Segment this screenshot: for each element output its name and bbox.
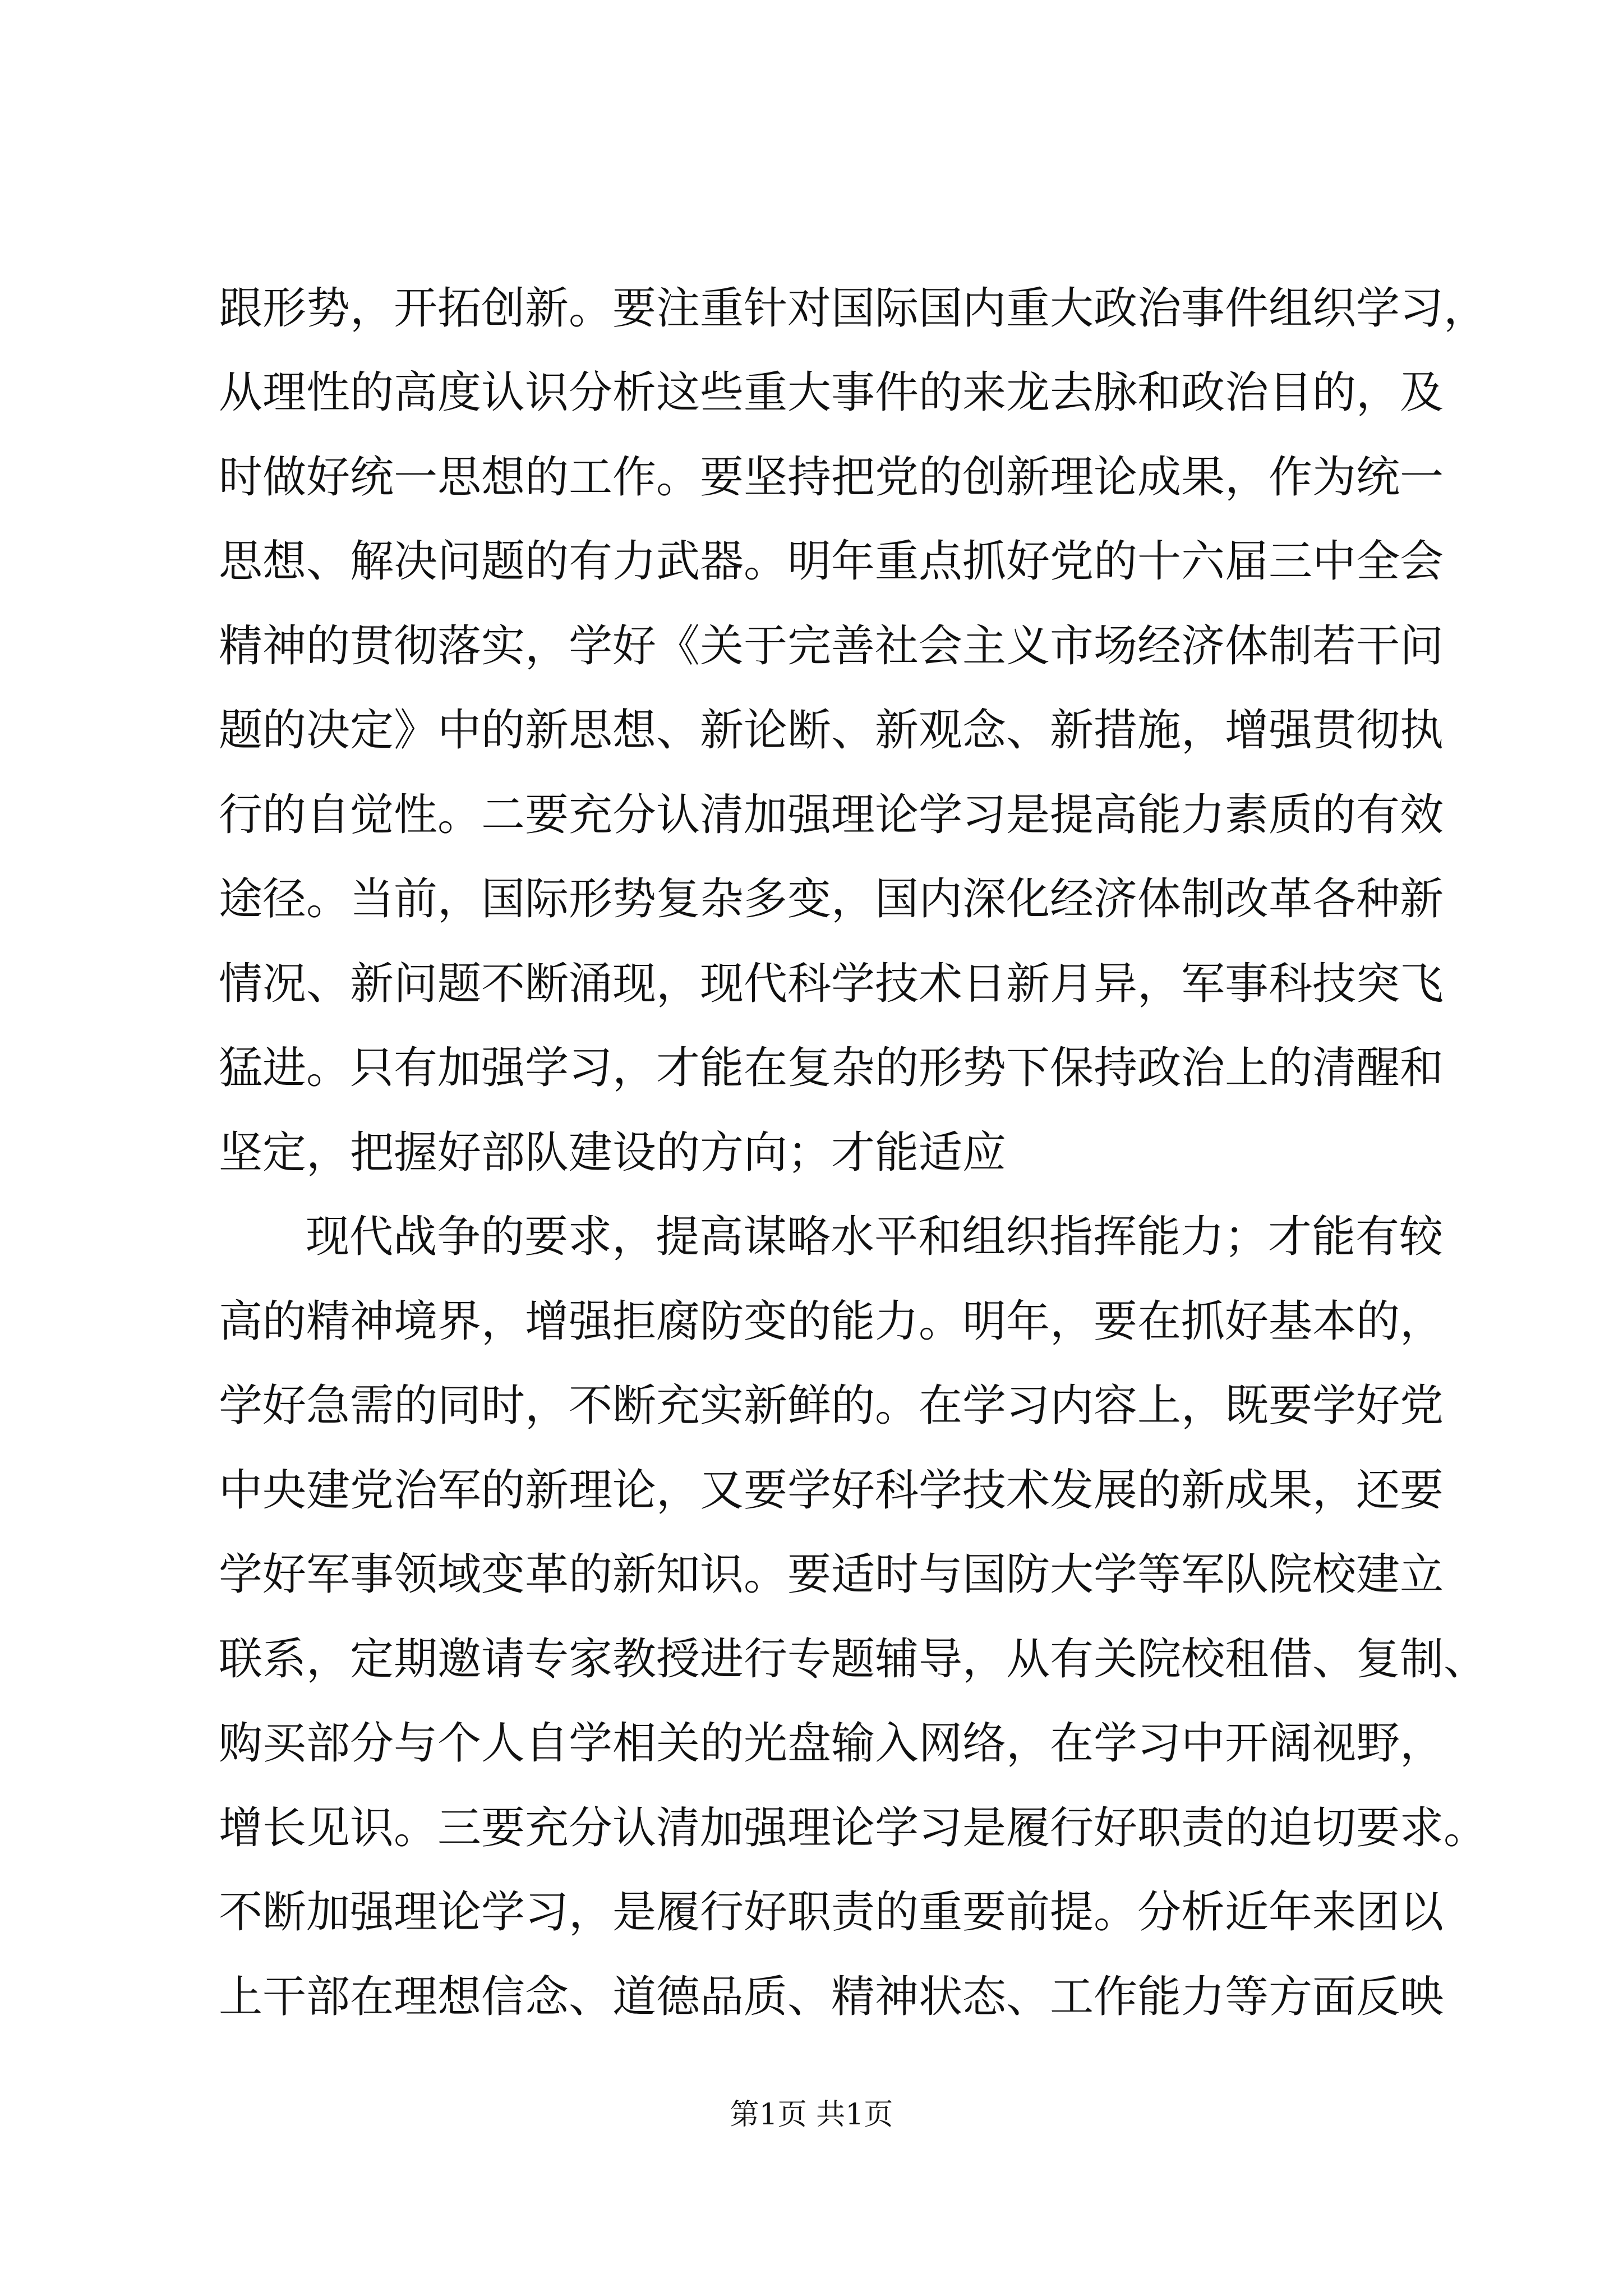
text-line: 现代战争的要求，提高谋略水平和组织指挥能力；才能有较 [306,1212,1444,1262]
text-line: 思想、解决问题的有力武器。明年重点抓好党的十六届三中全会 [219,536,1444,587]
text-line: 学好军事领域变革的新知识。要适时与国防大学等军队院校建立 [219,1549,1444,1600]
text-line: 时做好统一思想的工作。要坚持把党的创新理论成果，作为统一 [219,452,1444,503]
text-line: 高的精神境界，增强拒腐防变的能力。明年，要在抓好基本的， [219,1296,1444,1347]
text-line: 购买部分与个人自学相关的光盘输入网络，在学习中开阔视野， [219,1718,1444,1769]
text-line: 坚定，把握好部队建设的方向；才能适应 [219,1128,1007,1178]
text-line: 精神的贯彻落实，学好《关于完善社会主义市场经济体制若干问 [219,621,1444,671]
text-line: 题的决定》中的新思想、新论断、新观念、新措施，增强贯彻执 [219,705,1444,756]
text-line: 情况、新问题不断涌现，现代科学技术日新月异，军事科技突飞 [219,959,1444,1009]
text-line: 学好急需的同时，不断充实新鲜的。在学习内容上，既要学好党 [219,1381,1444,1431]
text-line: 行的自觉性。二要充分认清加强理论学习是提高能力素质的有效 [219,790,1444,840]
text-line: 增长见识。三要充分认清加强理论学习是履行好职责的迫切要求。 [219,1803,1488,1853]
text-line: 上干部在理想信念、道德品质、精神状态、工作能力等方面反映 [219,1972,1444,2022]
text-line: 从理性的高度认识分析这些重大事件的来龙去脉和政治目的，及 [219,367,1444,418]
text-line: 联系，定期邀请专家教授进行专题辅导，从有关院校租借、复制、 [219,1634,1488,1685]
page-footer: 第1页 共1页 [730,2098,893,2132]
text-line: 中央建党治军的新理论，又要学好科学技术发展的新成果，还要 [219,1465,1444,1516]
text-line: 途径。当前，国际形势复杂多变，国内深化经济体制改革各种新 [219,874,1444,924]
text-line: 猛进。只有加强学习，才能在复杂的形势下保持政治上的清醒和 [219,1043,1444,1093]
text-line: 不断加强理论学习，是履行好职责的重要前提。分析近年来团以 [219,1887,1444,1938]
text-line: 跟形势，开拓创新。要注重针对国际国内重大政治事件组织学习， [219,283,1488,334]
